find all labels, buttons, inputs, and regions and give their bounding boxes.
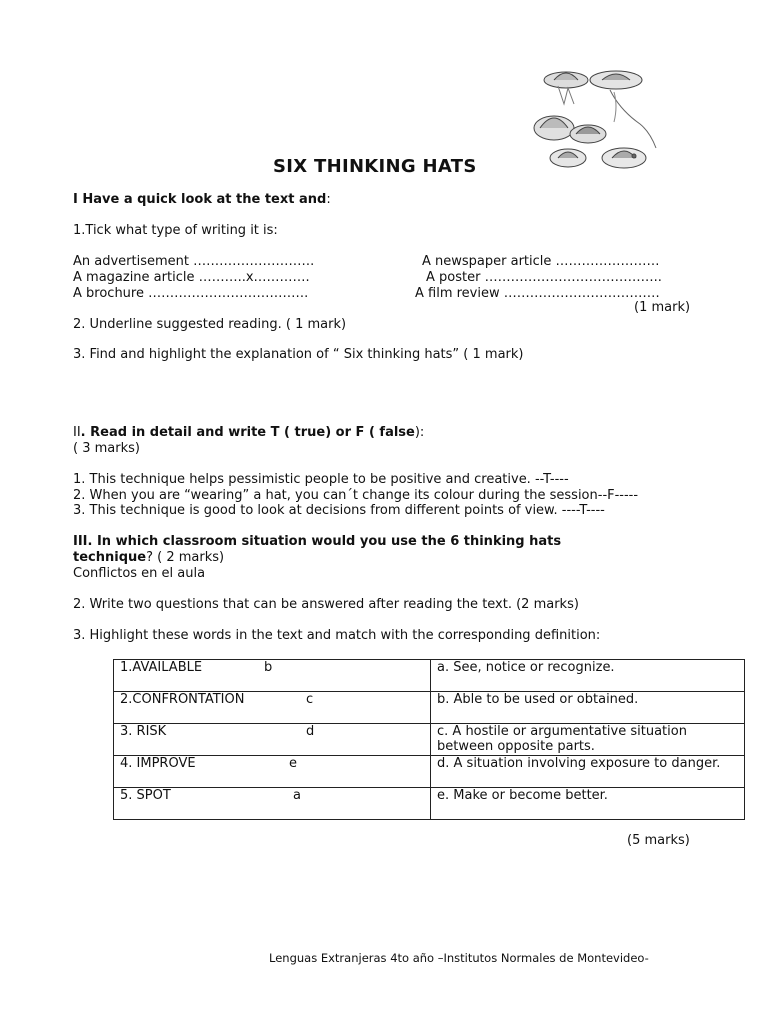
option-newspaper-article: A newspaper article …………………… — [422, 254, 660, 269]
table-row — [114, 724, 745, 756]
matching-table — [113, 659, 745, 820]
section2-heading-text: . Read in detail and write T ( true) or F ( false — [80, 425, 415, 440]
option-brochure: A brochure ………………………………. — [73, 286, 309, 301]
table-row — [114, 692, 745, 724]
match-answer: d — [306, 724, 315, 739]
section2-heading — [73, 425, 424, 440]
table-row — [114, 660, 745, 692]
definition-cell: c. A hostile or argumentative situation between opposite parts. — [431, 724, 745, 756]
section2-marks: ( 3 marks) — [73, 441, 140, 456]
word-cell — [114, 724, 431, 756]
option-film-review: A film review ……………………………… — [415, 286, 660, 301]
section3-heading-line2 — [73, 550, 224, 565]
option-magazine-article: A magazine article ………..x…………. — [73, 270, 310, 285]
match-answer: c — [306, 692, 314, 707]
section1-question-2: 2. Underline suggested reading. ( 1 mark) — [73, 317, 347, 332]
word-label: 4. IMPROVE — [120, 756, 196, 771]
match-answer: e — [289, 756, 297, 771]
word-cell — [114, 660, 431, 692]
word-label: 3. RISK — [120, 724, 167, 739]
word-label: 2.CONFRONTATION — [120, 692, 245, 707]
definition-cell: b. Able to be used or obtained. — [431, 692, 745, 724]
word-cell — [114, 692, 431, 724]
section3-answer: Conflictos en el aula — [73, 566, 206, 581]
page-title: SIX THINKING HATS — [273, 156, 477, 177]
definition-cell: e. Make or become better. — [431, 788, 745, 820]
word-label: 5. SPOT — [120, 788, 171, 803]
section1-question-3: 3. Find and highlight the explanation of “ Six thinking hats” ( 1 mark) — [73, 347, 524, 362]
table-row — [114, 788, 745, 820]
section2-prefix: II — [73, 425, 81, 440]
match-answer: a — [293, 788, 301, 803]
statement-1: 1. This technique helps pessimistic people to be positive and creative. --T---- — [73, 472, 569, 487]
section1-heading-tail: : — [326, 192, 331, 207]
section1-heading — [73, 192, 331, 207]
option-advertisement: An advertisement ………………………. — [73, 254, 315, 269]
match-answer: b — [264, 660, 273, 675]
section3-question-3: 3. Highlight these words in the text and match with the corresponding definition: — [73, 628, 601, 643]
marks-q1: (1 mark) — [634, 300, 691, 315]
option-poster: A poster ………………………………….. — [426, 270, 662, 285]
table-row — [114, 756, 745, 788]
statement-3: 3. This technique is good to look at decisions from different points of view. ----T---- — [73, 503, 605, 518]
section3-heading-bold: technique — [73, 550, 147, 565]
table-marks: (5 marks) — [627, 833, 690, 848]
section1-question-1: 1.Tick what type of writing it is: — [73, 223, 278, 238]
page-footer: Lenguas Extranjeras 4to año –Institutos Normales de Montevideo- — [269, 951, 649, 965]
word-cell — [114, 788, 431, 820]
section3-question-2: 2. Write two questions that can be answered after reading the text. (2 marks) — [73, 597, 579, 612]
word-cell — [114, 756, 431, 788]
section2-heading-tail: ): — [414, 425, 425, 440]
definition-cell: d. A situation involving exposure to danger. — [431, 756, 745, 788]
section1-heading-text: I Have a quick look at the text and — [73, 192, 327, 207]
statement-2: 2. When you are “wearing” a hat, you can´t change its colour during the session--F----- — [73, 488, 639, 503]
hats-illustration — [528, 66, 662, 178]
definition-cell: a. See, notice or recognize. — [431, 660, 745, 692]
section3-heading-tail: ? ( 2 marks) — [146, 550, 225, 565]
section3-heading-line1: III. In which classroom situation would you use the 6 thinking hats — [73, 534, 562, 549]
word-label: 1.AVAILABLE — [120, 660, 203, 675]
